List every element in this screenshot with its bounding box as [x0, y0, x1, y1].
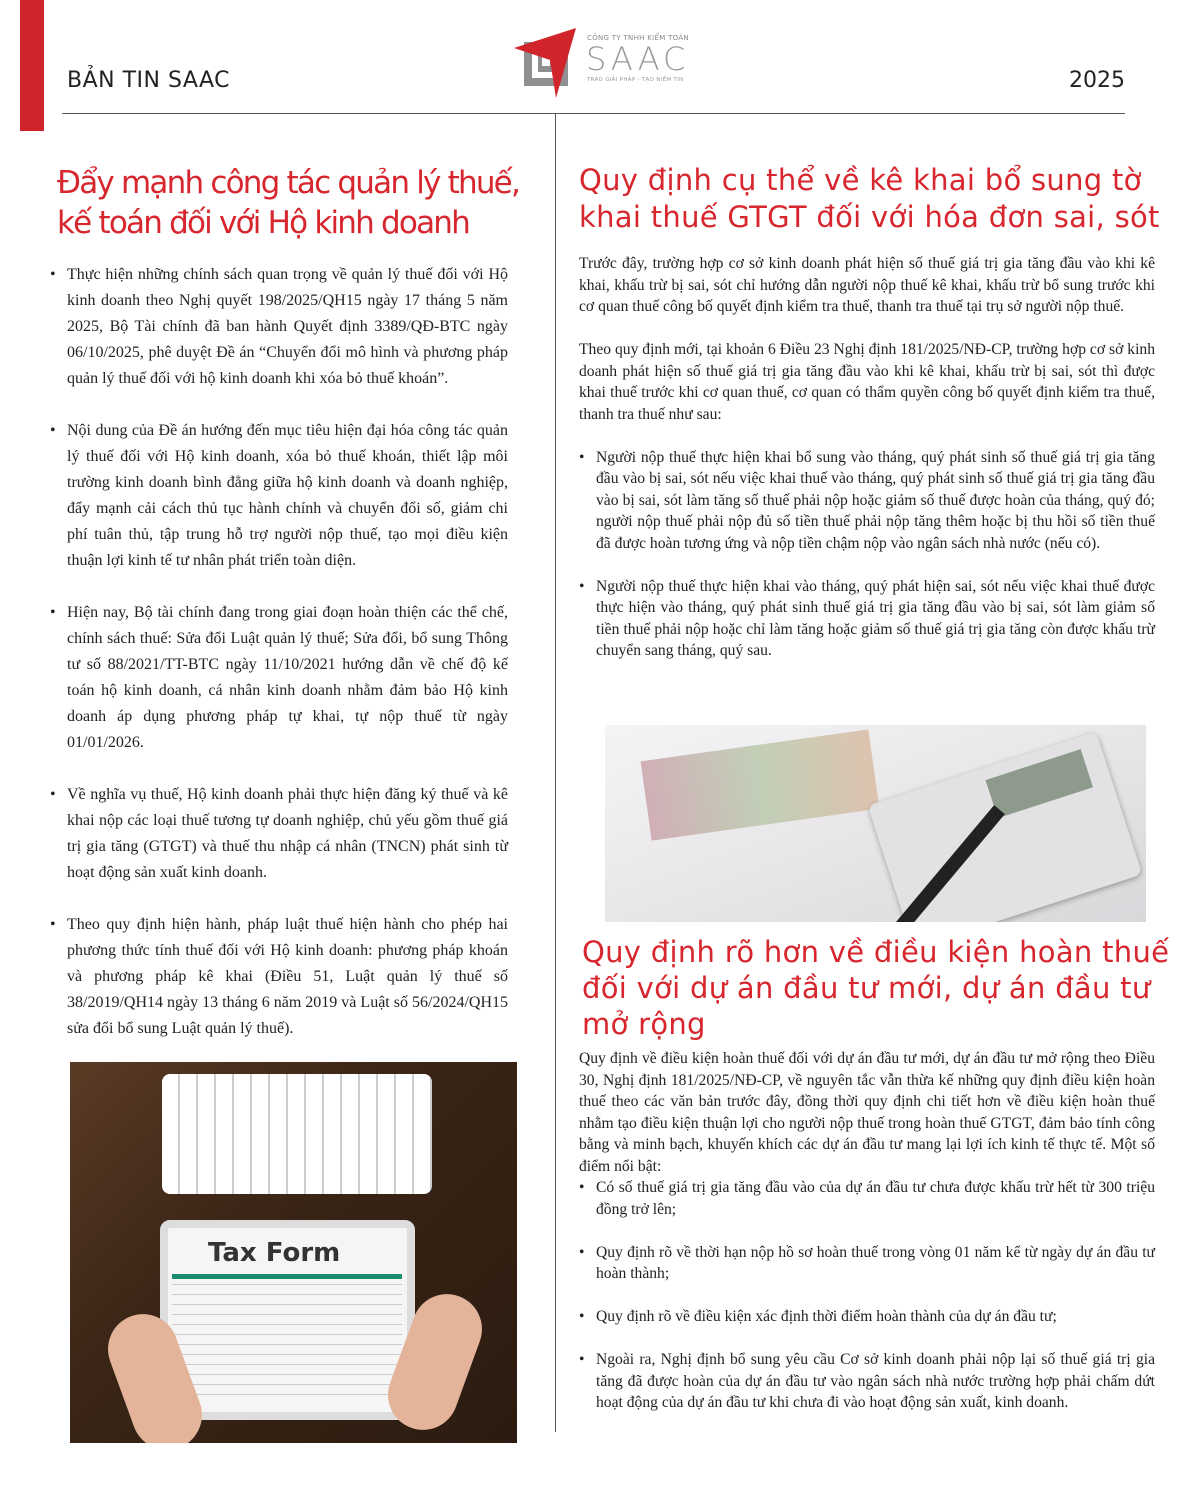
newsletter-year: 2025: [1069, 68, 1125, 93]
column-divider: [555, 114, 556, 1432]
calculator-money-image: [605, 725, 1146, 922]
left-article-bullets: [50, 262, 508, 1068]
right-article-body: [579, 253, 1155, 683]
list-item: • Có số thuế giá trị gia tăng đầu vào của dự án đầu tư chưa được khấu trừ hết từ 300 triệu đồng trở lên;: [579, 1177, 1155, 1220]
list-item: • Người nộp thuế thực hiện khai bổ sung vào tháng, quý phát sinh số thuế giá trị gia tăng đầu vào bị sai, sót nếu việc khai thuế vào tháng, quý phát sinh số thuế giá trị gia tăng đầu vào bị sai, sót làm tăng số thuế phải nộp hoặc giảm số thuế được hoàn của tháng, quý đó; người nộp thuế phải nộp đủ số tiền thuế phải nộp tăng thêm hoặc bị thu hồi số tiền thuế đã được hoàn tương ứng và nộp tiền chậm nộp vào ngân sách nhà nước (nếu có).: [579, 447, 1155, 555]
paragraph: Quy định về điều kiện hoàn thuế đối với dự án đầu tư mới, dự án đầu tư mở rộng theo Điều 30, Nghị định 181/2025/NĐ-CP, về nguyên tắc vẫn thừa kế những quy định điều kiện hoàn thuế theo các văn bản trước đây, đồng thời quy định chi tiết hơn về điều kiện hoàn thuế nhằm tạo điều kiện thuận lợi cho người nộp thuế trong hoàn thuế GTGT, đảm bảo tính công bằng và minh bạch, khuyến khích các dự án đầu tư mang lại lợi ích kinh tế thực tế. Một số điểm nổi bật:: [579, 1050, 1155, 1175]
calculator-illustration: [868, 732, 1143, 922]
red-accent-bar: [20, 0, 44, 131]
list-item: • Hiện nay, Bộ tài chính đang trong giai đoạn hoàn thiện các thể chế, chính sách thuế: Sửa đổi Luật quản lý thuế; Sửa đổi, bổ sung Thông tư số 88/2021/TT-BTC ngày 11/10/2021 hướng dẫn về chế độ kế toán hộ kinh doanh, cá nhân kinh doanh nhằm đảm bảo Hộ kinh doanh áp dụng phương pháp tự khai, tự nộp thuế từ ngày 01/01/2026.: [50, 600, 508, 756]
tax-form-label: Tax Form: [208, 1238, 341, 1268]
banknotes-illustration: [641, 729, 880, 840]
list-item: • Thực hiện những chính sách quan trọng về quản lý thuế đối với Hộ kinh doanh theo Nghị quyết 198/2025/QH15 ngày 17 tháng 5 năm 2025, Bộ Tài chính đã ban hành Quyết định 3389/QĐ-BTC ngày 06/10/2025, phê duyệt Đề án “Chuyển đổi mô hình và phương pháp quản lý thuế đối với hộ kinh doanh khi xóa bỏ thuế khoán”.: [50, 262, 508, 392]
list-item: • Về nghĩa vụ thuế, Hộ kinh doanh phải thực hiện đăng ký thuế và kê khai nộp các loại thuế tương tự doanh nghiệp, chủ yếu gồm thuế giá trị gia tăng (GTGT) và thuế thu nhập cá nhân (TNCN) phát sinh từ hoạt động sản xuất kinh doanh.: [50, 782, 508, 886]
list-item: • Nội dung của Đề án hướng đến mục tiêu hiện đại hóa công tác quản lý thuế đối với Hộ kinh doanh, xóa bỏ thuế khoán, thiết lập môi trường kinh doanh bình đẳng giữa hộ kinh doanh và doanh nghiệp, đẩy mạnh cải cách thủ tục hành chính và chuyển đổi số, giảm chi phí tuân thủ, tập trung hỗ trợ người nộp thuế, tạo mọi điều kiện thuận lợi kinh tế tư nhân phát triển toàn diện.: [50, 418, 508, 574]
refund-section-body: [579, 1048, 1155, 1435]
list-item: • Người nộp thuế thực hiện khai vào tháng, quý phát hiện sai, sót nếu việc khai thuế được thực hiện vào tháng, quý phát sinh thuế giá trị gia tăng đầu vào bị sai, sót làm giảm số tiền thuế phải nộp hoặc chỉ làm tăng hoặc giảm số thuế giá trị gia tăng còn được khấu trừ chuyển sang tháng, quý sau.: [579, 576, 1155, 662]
form-header-bar: [172, 1274, 402, 1279]
logo-tagline: TRAO GIẢI PHÁP - TẠO NIỀM TIN: [587, 77, 684, 83]
list-item: • Theo quy định hiện hành, pháp luật thuế hiện hành cho phép hai phương thức tính thuế đối với Hộ kinh doanh: phương pháp khoán và phương pháp kê khai (Điều 51, Luật quản lý thuế số 38/2019/QH14 ngày 13 tháng 6 năm 2019 và Luật số 56/2024/QH15 sửa đổi bổ sung Luật quản lý thuế).: [50, 912, 508, 1042]
right-article-title: Quy định cụ thể về kê khai bổ sung tờ khai thuế GTGT đối với hóa đơn sai, sót: [579, 163, 1160, 234]
paragraph: Theo quy định mới, tại khoản 6 Điều 23 Nghị định 181/2025/NĐ-CP, trường hợp cơ sở kinh doanh phát hiện số thuế giá trị gia tăng đầu vào khi kê khai, khấu trừ bị sai, sót thì được khai thuế trước khi cơ quan thuế, cơ quan có thẩm quyền công bố quyết định kiểm tra thuế, thanh tra thuế như sau:: [579, 341, 1155, 423]
list-item: • Ngoài ra, Nghị định bổ sung yêu cầu Cơ sở kinh doanh phải nộp lại số thuế giá trị gia tăng đã được hoàn của dự án đầu tư vào ngân sách nhà nước trường hợp phải chấm dứt hoạt động của dự án đầu tư khi chưa đi vào hoạt động sản xuất, kinh doanh.: [579, 1349, 1155, 1414]
header-divider: [62, 113, 1125, 114]
list-item: • Quy định rõ về thời hạn nộp hồ sơ hoàn thuế trong vòng 01 năm kể từ ngày dự án đầu tư hoàn thành;: [579, 1242, 1155, 1285]
logo-company: CÔNG TY TNHH KIỂM TOÁN: [587, 34, 689, 42]
keyboard-illustration: [162, 1074, 432, 1194]
logo-mark-icon: [512, 26, 582, 100]
logo-name: SAAC: [586, 40, 690, 78]
list-item: • Quy định rõ về điều kiện xác định thời điểm hoàn thành của dự án đầu tư;: [579, 1306, 1155, 1328]
saac-logo: [512, 26, 702, 100]
newsletter-title: BẢN TIN SAAC: [67, 68, 231, 93]
paragraph: Trước đây, trường hợp cơ sở kinh doanh phát hiện số thuế giá trị gia tăng đầu vào khi kê khai, khấu trừ bị sai, sót chỉ hướng dẫn người nộp thuế kê khai, khấu trừ bổ sung trước khi cơ quan thuế công bố quyết định kiểm tra thuế, thanh tra thuế tại trụ sở người nộp thuế.: [579, 255, 1155, 315]
left-article-title: Đẩy mạnh công tác quản lý thuế, kế toán đối với Hộ kinh doanh: [57, 165, 520, 241]
tax-form-tablet-image: [70, 1062, 517, 1443]
form-lines: [172, 1284, 402, 1404]
tablet-illustration: [160, 1220, 415, 1420]
refund-section-title: Quy định rõ hơn về điều kiện hoàn thuế đối với dự án đầu tư mới, dự án đầu tư mở rộng: [582, 935, 1170, 1041]
